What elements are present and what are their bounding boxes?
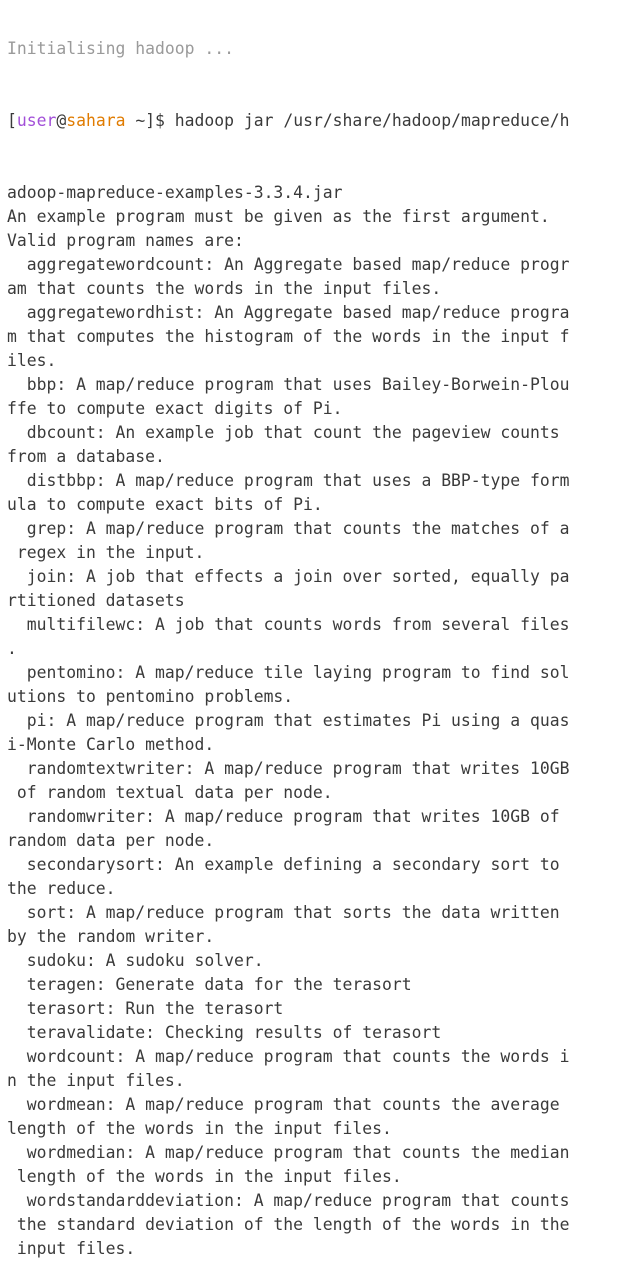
output-line: teravalidate: Checking results of terasort <box>7 1023 442 1042</box>
output-line: sort: A map/reduce program that sorts the data written <box>7 903 560 922</box>
output-line: by the random writer. <box>7 927 215 946</box>
output-line: teragen: Generate data for the terasort <box>7 975 412 994</box>
output-line: dbcount: An example job that count the pageview counts <box>7 423 560 442</box>
output-line: randomwriter: A map/reduce program that writes 10GB of <box>7 807 560 826</box>
output-line: i-Monte Carlo method. <box>7 735 215 754</box>
output-line: am that counts the words in the input files. <box>7 279 442 298</box>
output-line: aggregatewordcount: An Aggregate based map/reduce progr <box>7 255 570 274</box>
output-line: the standard deviation of the length of the words in the <box>7 1215 570 1234</box>
partial-output-line: Initialising hadoop ... <box>7 39 234 58</box>
output-line: adoop-mapreduce-examples-3.3.4.jar <box>7 183 343 202</box>
output-line: distbbp: A map/reduce program that uses a BBP-type form <box>7 471 570 490</box>
prompt-user: user <box>16 111 57 130</box>
output-line: n the input files. <box>7 1071 185 1090</box>
output-line: terasort: Run the terasort <box>7 999 284 1018</box>
prompt-path: ~]$ <box>125 111 175 130</box>
output-line: length of the words in the input files. <box>7 1119 392 1138</box>
output-line: utions to pentomino problems. <box>7 687 294 706</box>
output-line: Valid program names are: <box>7 231 244 250</box>
output-line: pi: A map/reduce program that estimates Pi using a quas <box>7 711 570 730</box>
output-line: wordcount: A map/reduce program that counts the words i <box>7 1047 570 1066</box>
output-line: wordmedian: A map/reduce program that counts the median <box>7 1143 570 1162</box>
output-line: An example program must be given as the first argument. <box>7 207 550 226</box>
prompt-host: sahara <box>66 111 126 130</box>
output-line: grep: A map/reduce program that counts the matches of a <box>7 519 570 538</box>
output-line: ula to compute exact bits of Pi. <box>7 495 323 514</box>
command-prompt-line <box>7 109 637 133</box>
output-line: secondarysort: An example defining a secondary sort to <box>7 855 560 874</box>
output-line: aggregatewordhist: An Aggregate based map/reduce progra <box>7 303 570 322</box>
output-line: . <box>7 639 17 658</box>
output-line: pentomino: A map/reduce tile laying program to find sol <box>7 663 570 682</box>
output-line: input files. <box>7 1239 136 1258</box>
output-line: sudoku: A sudoku solver. <box>7 951 264 970</box>
output-line: regex in the input. <box>7 543 205 562</box>
output-line: randomtextwriter: A map/reduce program that writes 10GB <box>7 759 570 778</box>
output-line: m that computes the histogram of the words in the input f <box>7 327 570 346</box>
output-line: wordstandarddeviation: A map/reduce program that counts <box>7 1191 570 1210</box>
output-line: random data per node. <box>7 831 215 850</box>
output-line: of random textual data per node. <box>7 783 333 802</box>
output-lines <box>7 181 637 1261</box>
output-line: rtitioned datasets <box>7 591 185 610</box>
output-line: ffe to compute exact digits of Pi. <box>7 399 343 418</box>
output-line: join: A job that effects a join over sorted, equally pa <box>7 567 570 586</box>
prompt-open-bracket: [ <box>7 111 17 130</box>
prompt-at: @ <box>56 111 67 130</box>
output-line: wordmean: A map/reduce program that counts the average <box>7 1095 560 1114</box>
output-line: multifilewc: A job that counts words from several files <box>7 615 570 634</box>
output-line: bbp: A map/reduce program that uses Bailey-Borwein-Plou <box>7 375 570 394</box>
output-line: iles. <box>7 351 57 370</box>
output-line: the reduce. <box>7 879 116 898</box>
output-line: from a database. <box>7 447 165 466</box>
command-text: hadoop jar /usr/share/hadoop/mapreduce/h <box>174 111 570 130</box>
output-line: length of the words in the input files. <box>7 1167 402 1186</box>
